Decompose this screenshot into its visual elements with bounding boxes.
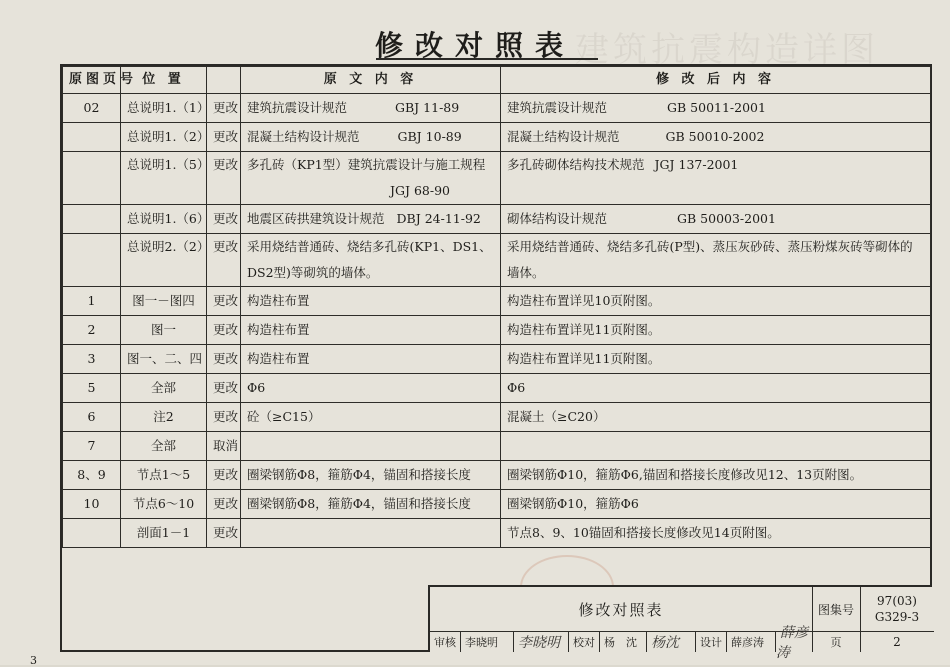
cell-revised: 圈梁钢筋Φ10，箍筋Φ6,锚固和搭接长度修改见12、13页附图。 — [501, 461, 931, 490]
cell-revised: 圈梁钢筋Φ10，箍筋Φ6 — [501, 490, 931, 519]
cell-revised: 混凝土（≥C20） — [501, 403, 931, 432]
cell-action: 更改 — [207, 461, 241, 490]
new-code: GB 50011-2001 — [667, 100, 766, 115]
checker-signature-cell — [647, 631, 696, 652]
cell-action: 更改 — [207, 403, 241, 432]
checker-name: 杨 沈 — [604, 635, 637, 649]
cell-page: 5 — [63, 374, 121, 403]
new-text: 混凝土结构设计规范 — [507, 129, 620, 144]
corner-page-number: 3 — [30, 654, 37, 667]
reviewer-name: 李晓明 — [465, 635, 498, 649]
cell-position: 总说明2.（2） — [121, 234, 207, 287]
cell-original: 构造柱布置 — [241, 287, 501, 316]
cell-revised: 构造柱布置详见11页附图。 — [501, 316, 931, 345]
cell-position: 图一 — [121, 316, 207, 345]
cell-position: 全部 — [121, 432, 207, 461]
designer-signature-cell — [776, 622, 812, 662]
cell-original: 构造柱布置 — [241, 316, 501, 345]
table-row — [63, 519, 931, 548]
cell-action: 更改 — [207, 287, 241, 316]
cell-page: 7 — [63, 432, 121, 461]
cell-original — [241, 205, 501, 234]
orig-code: DBJ 24-11-92 — [396, 211, 481, 226]
cell-original — [241, 94, 501, 123]
table-row — [63, 152, 931, 205]
cell-revised — [501, 432, 931, 461]
cell-page: 6 — [63, 403, 121, 432]
new-text: 多孔砖砌体结构技术规范 — [507, 157, 645, 172]
cell-page — [63, 152, 121, 205]
new-code: JGJ 137-2001 — [654, 157, 739, 172]
checker-signature: 杨沈 — [651, 634, 679, 651]
title-underline — [376, 58, 598, 60]
cell-page: 2 — [63, 316, 121, 345]
cell-revised: 采用烧结普通砖、烧结多孔砖(P型)、蒸压灰砂砖、蒸压粉煤灰砖等砌体的墙体。 — [501, 234, 931, 287]
cell-action: 更改 — [207, 374, 241, 403]
cell-position: 节点6～10 — [121, 490, 207, 519]
cell-page: 02 — [63, 94, 121, 123]
designer-signature: 薛彦涛 — [776, 624, 808, 661]
cell-revised — [501, 205, 931, 234]
cell-position: 总说明1.（5） — [121, 152, 207, 205]
design-label-cell — [696, 631, 727, 652]
new-code: GB 50010-2002 — [665, 129, 765, 144]
header-action — [207, 67, 241, 94]
cell-action: 更改 — [207, 316, 241, 345]
table-row — [63, 432, 931, 461]
drawing-name: 修改对照表 — [430, 587, 813, 632]
cell-position: 图一－图四 — [121, 287, 207, 316]
cell-original: 砼（≥C15） — [241, 403, 501, 432]
cell-page: 3 — [63, 345, 121, 374]
atlas-label: 图集号 — [812, 587, 861, 632]
new-text: 建筑抗震设计规范 — [507, 100, 608, 115]
cell-original: 采用烧结普通砖、烧结多孔砖(KP1、DS1、DS2型)等砌筑的墙体。 — [241, 234, 501, 287]
revision-table — [62, 66, 931, 548]
cell-revised: 构造柱布置详见11页附图。 — [501, 345, 931, 374]
table-row — [63, 123, 931, 152]
cell-original: Φ6 — [241, 374, 501, 403]
cell-position: 图一、二、四 — [121, 345, 207, 374]
cell-page — [63, 519, 121, 548]
orig-text: 多孔砖（KP1型）建筑抗震设计与施工规程 — [247, 157, 486, 172]
atlas-number — [860, 587, 934, 632]
checker-cell — [600, 631, 647, 652]
check-label-cell — [569, 631, 600, 652]
check-label: 校对 — [573, 635, 595, 649]
cell-revised: 节点8、9、10锚固和搭接长度修改见14页附图。 — [501, 519, 931, 548]
review-label: 审核 — [434, 635, 456, 649]
orig-text: 地震区砖拱建筑设计规范 — [247, 211, 385, 226]
orig-text: 建筑抗震设计规范 — [247, 100, 348, 115]
table-row — [63, 345, 931, 374]
orig-code: JGJ 68-90 — [389, 183, 450, 198]
page-label: 页 — [812, 631, 861, 652]
new-text: 砌体结构设计规范 — [507, 211, 608, 226]
cell-action: 更改 — [207, 345, 241, 374]
table-row — [63, 403, 931, 432]
cell-original: 圈梁钢筋Φ8，箍筋Φ4，锚固和搭接长度 — [241, 461, 501, 490]
cell-action: 更改 — [207, 234, 241, 287]
cell-position: 注2 — [121, 403, 207, 432]
reviewer-cell — [461, 631, 514, 652]
cell-page — [63, 234, 121, 287]
cell-original — [241, 519, 501, 548]
table-row — [63, 374, 931, 403]
cell-original — [241, 432, 501, 461]
cell-revised — [501, 152, 931, 205]
cell-action: 更改 — [207, 123, 241, 152]
cell-position: 总说明1.（6） — [121, 205, 207, 234]
cell-revised — [501, 94, 931, 123]
cell-page: 8、9 — [63, 461, 121, 490]
cell-original — [241, 152, 501, 205]
page-title: 修改对照表 — [374, 29, 575, 62]
header-revised: 修 改 后 内 容 — [501, 67, 931, 94]
cell-revised: 构造柱布置详见10页附图。 — [501, 287, 931, 316]
cell-action: 取消 — [207, 432, 241, 461]
cell-action: 更改 — [207, 152, 241, 205]
header-page: 原图页号 — [63, 67, 121, 94]
designer-cell — [727, 631, 776, 652]
title-block — [428, 585, 932, 661]
table-row — [63, 316, 931, 345]
new-code: GB 50003-2001 — [677, 211, 776, 226]
cell-action: 更改 — [207, 94, 241, 123]
review-label-cell — [430, 631, 461, 652]
designer-name: 薛彦涛 — [731, 635, 764, 649]
cell-original: 构造柱布置 — [241, 345, 501, 374]
cell-original — [241, 123, 501, 152]
cell-action: 更改 — [207, 490, 241, 519]
table-row — [63, 205, 931, 234]
header-original: 原 文 内 容 — [241, 67, 501, 94]
signature-row — [430, 624, 813, 661]
table-row — [63, 490, 931, 519]
cell-original: 圈梁钢筋Φ8，箍筋Φ4，锚固和搭接长度 — [241, 490, 501, 519]
atlas-number-line1: 97(03) — [877, 594, 917, 608]
cell-action: 更改 — [207, 205, 241, 234]
atlas-number-line2: G329-3 — [874, 610, 920, 624]
orig-code: GBJ 10-89 — [397, 129, 462, 144]
cell-action: 更改 — [207, 519, 241, 548]
reviewer-signature-cell — [514, 631, 569, 652]
orig-code: GBJ 11-89 — [395, 100, 460, 115]
header-position: 位 置 — [121, 67, 207, 94]
cell-page — [63, 205, 121, 234]
cell-position: 节点1～5 — [121, 461, 207, 490]
cell-revised — [501, 123, 931, 152]
cell-position: 总说明1.（2） — [121, 123, 207, 152]
table-row — [63, 94, 931, 123]
cell-position: 剖面1－1 — [121, 519, 207, 548]
table-header-row — [63, 67, 931, 94]
page-number: 2 — [893, 634, 901, 649]
cell-page: 10 — [63, 490, 121, 519]
table-row — [63, 287, 931, 316]
cell-position: 全部 — [121, 374, 207, 403]
design-label: 设计 — [700, 635, 722, 649]
background-bleed-text: 建筑抗震构造详图 — [575, 30, 879, 70]
table-row — [63, 234, 931, 287]
cell-revised: Φ6 — [501, 374, 931, 403]
cell-page: 1 — [63, 287, 121, 316]
cell-position: 总说明1.（1） — [121, 94, 207, 123]
table-row — [63, 461, 931, 490]
orig-text: 混凝土结构设计规范 — [247, 129, 360, 144]
reviewer-signature: 李晓明 — [518, 634, 560, 651]
cell-page — [63, 123, 121, 152]
